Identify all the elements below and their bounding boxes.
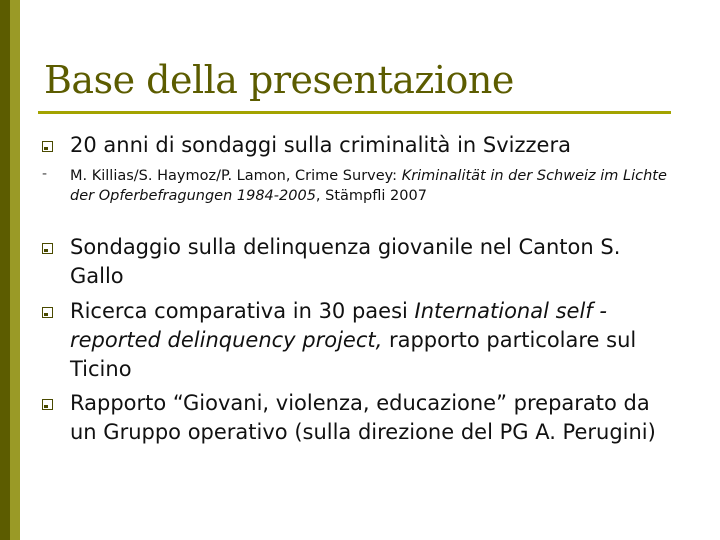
bullet-text: Sondaggio sulla delinquenza giovanile nel Canton S. Gallo <box>70 235 621 288</box>
bullet-text-tail: rapporto particolare sul Ticino <box>70 328 637 381</box>
project-name: International self -reported delinquency project, <box>70 299 607 352</box>
sidebar-stripe-dark <box>0 0 10 540</box>
sidebar-stripe-light <box>10 0 20 540</box>
bullet-text <box>70 297 680 384</box>
dash-bullet-marker: - <box>42 166 48 182</box>
slide-title: Base della presentazione <box>44 58 514 102</box>
square-bullet-icon <box>42 141 53 152</box>
square-bullet-icon <box>42 399 53 410</box>
citation-publisher: , Stämpfli 2007 <box>315 188 427 204</box>
bullet-text: Rapporto “Giovani, violenza, educazione” preparato da un Gruppo operativo (sulla direzione del PG A. Perugini) <box>70 391 656 444</box>
citation-book-title: Kriminalität in der Schweiz im Lichte der Opferbefragungen 1984-2005 <box>70 168 667 204</box>
citation-text <box>70 166 680 206</box>
square-bullet-icon <box>42 307 53 318</box>
bullet-text: 20 anni di sondaggi sulla criminalità in Svizzera <box>70 133 571 157</box>
square-bullet-icon <box>42 243 53 254</box>
title-underline <box>38 111 671 114</box>
citation-authors: M. Killias/S. Haymoz/P. Lamon, Crime Survey: <box>70 168 402 184</box>
bullet-text-lead: Ricerca comparativa in 30 paesi <box>70 299 415 323</box>
